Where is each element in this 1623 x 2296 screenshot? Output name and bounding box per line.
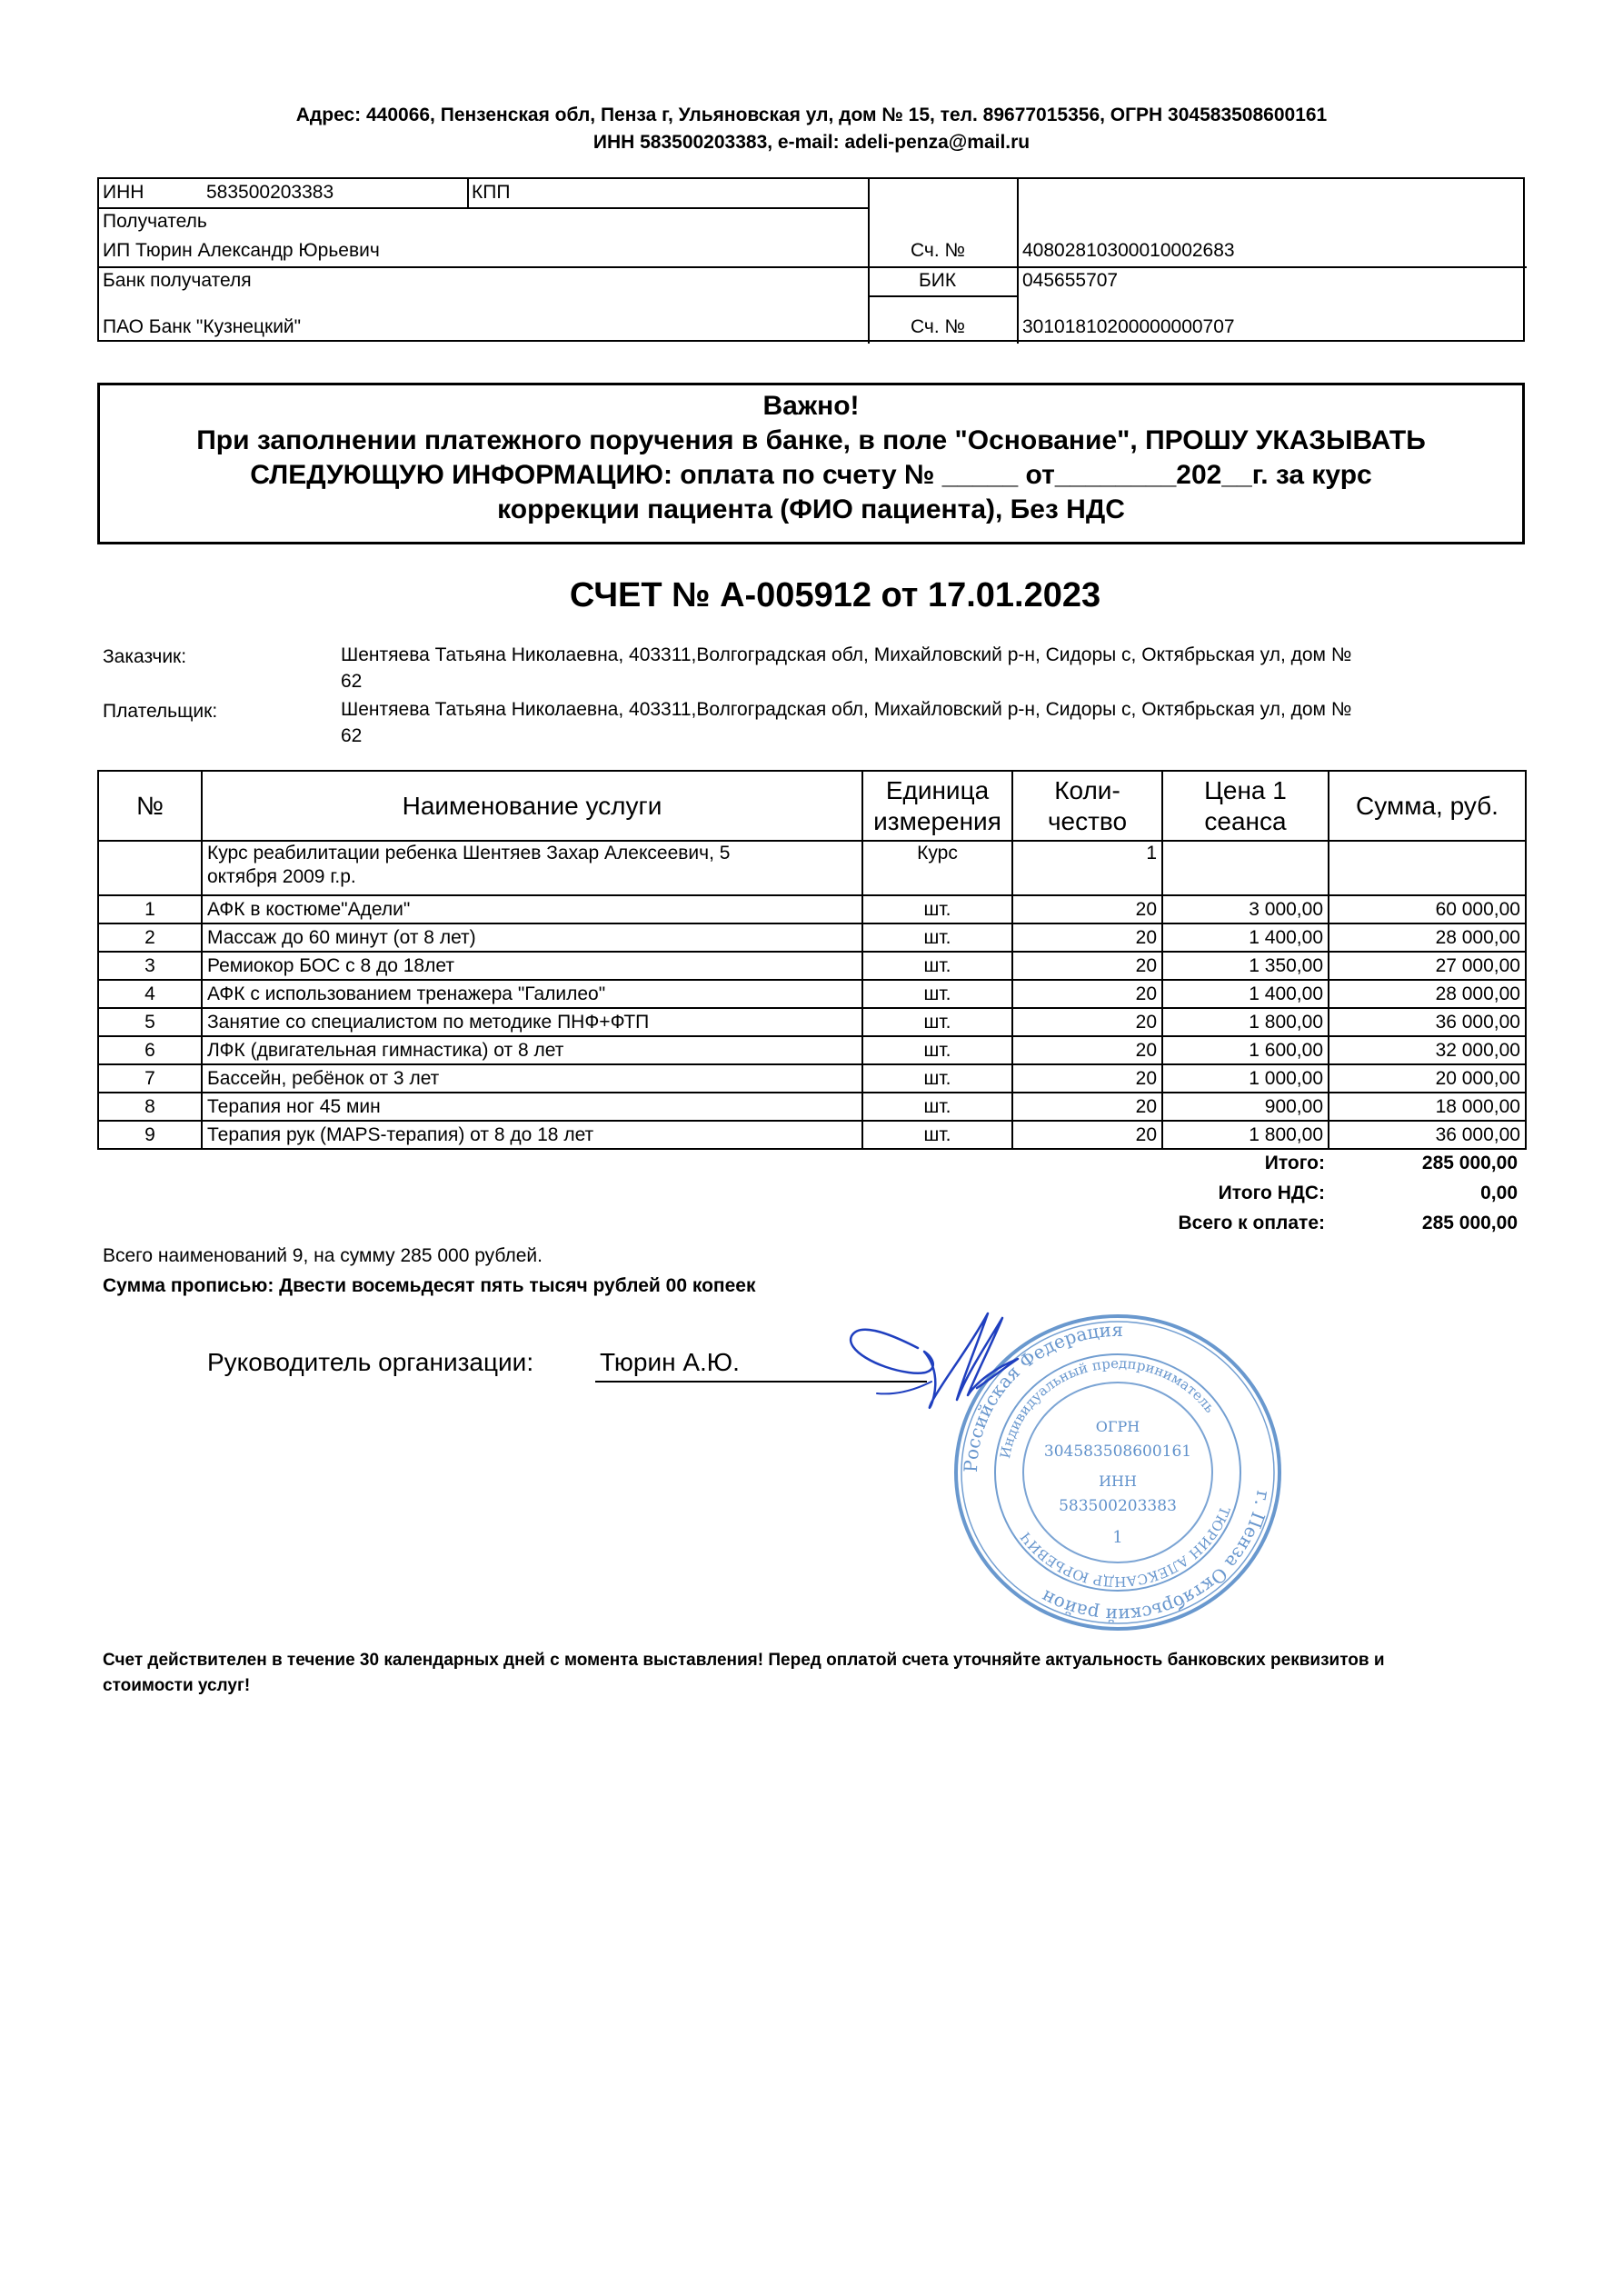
col-price: Цена 1 сеанса [1162, 771, 1329, 841]
stamp-number: 1 [1112, 1528, 1123, 1547]
row-quantity: 20 [1012, 952, 1162, 980]
validity-notice-line-1: Счет действителен в течение 30 календарных дней с момента выставления! Перед оплатой счета уточняйте актуальность банковских реквизитов и [103, 1651, 1385, 1670]
recipient-name: ИП Тюрин Александр Юрьевич [103, 240, 380, 261]
table-row [98, 952, 1526, 980]
row-service-name: Ремиокор БОС с 8 до 18лет [202, 952, 862, 980]
row-sum: 36 000,00 [1329, 1008, 1526, 1036]
bik-label: БИК [919, 270, 957, 291]
payer-address-line-2: 62 [341, 725, 363, 746]
payer-value [341, 696, 1522, 749]
stamp-ring-type: Индивидуальный предприниматель [997, 1354, 1219, 1461]
row-unit: шт. [862, 952, 1012, 980]
validity-notice-line-2: стоимости услуг! [103, 1676, 251, 1695]
customer-address-line-2: 62 [341, 671, 363, 692]
table-row [98, 1121, 1526, 1149]
stamp-inn-label: ИНН [1099, 1472, 1137, 1490]
row-price: 1 800,00 [1162, 1008, 1329, 1036]
payer-label: Плательщик: [103, 701, 218, 722]
row-service-name: Массаж до 60 минут (от 8 лет) [202, 923, 862, 952]
amount-due-value: 285 000,00 [1421, 1213, 1518, 1233]
row-number: 4 [98, 980, 202, 1008]
stamp-ring-name: ТЮРИН АЛЕКСАНДР ЮРЬЕВИЧ [1017, 1503, 1234, 1591]
table-row [98, 1008, 1526, 1036]
validity-notice [103, 1648, 1529, 1699]
row-service-name: Терапия ног 45 мин [202, 1093, 862, 1121]
row-service-name: Занятие со специалистом по методике ПНФ+ФТП [202, 1008, 862, 1036]
notice-heading: Важно! [762, 391, 860, 421]
course-unit: Курс [862, 841, 1012, 895]
row-price: 1 800,00 [1162, 1121, 1329, 1149]
row-number: 7 [98, 1064, 202, 1093]
table-row [98, 980, 1526, 1008]
col-quantity: Коли- чество [1012, 771, 1162, 841]
row-sum: 20 000,00 [1329, 1064, 1526, 1093]
row-service-name: АФК с использованием тренажера "Галилео" [202, 980, 862, 1008]
row-number: 2 [98, 923, 202, 952]
row-sum: 28 000,00 [1329, 980, 1526, 1008]
row-service-name: АФК в костюме"Адели" [202, 895, 862, 923]
row-price: 900,00 [1162, 1093, 1329, 1121]
account-label: Сч. № [911, 240, 966, 261]
company-address: Адрес: 440066, Пензенская обл, Пенза г, Ульяновская ул, дом № 15, тел. 89677015356, ОГРН 304583508600161 [295, 105, 1328, 125]
customer-label: Заказчик: [103, 646, 187, 667]
table-row [98, 895, 1526, 923]
stamp-inn-value: 583500203383 [1059, 1497, 1177, 1515]
bik-value: 045655707 [1022, 270, 1119, 291]
total-label: Итого: [1264, 1153, 1325, 1173]
customer-address-line-1: Шентяева Татьяна Николаевна, 403311,Волгоградская обл, Михайловский р-н, Сидоры с, Октябрьская ул, дом № [341, 644, 1352, 665]
row-sum: 60 000,00 [1329, 895, 1526, 923]
row-price: 1 400,00 [1162, 980, 1329, 1008]
summary-in-words: Сумма прописью: Двести восемьдесят пять тысяч рублей 00 копеек [103, 1275, 756, 1296]
row-quantity: 20 [1012, 1121, 1162, 1149]
row-quantity: 20 [1012, 1064, 1162, 1093]
col-number: № [98, 771, 202, 841]
amount-due-label: Всего к оплате: [1178, 1213, 1325, 1233]
important-notice [97, 383, 1525, 544]
total-value: 285 000,00 [1421, 1153, 1518, 1173]
row-quantity: 20 [1012, 980, 1162, 1008]
row-sum: 27 000,00 [1329, 952, 1526, 980]
row-price: 1 400,00 [1162, 923, 1329, 952]
row-service-name: Бассейн, ребёнок от 3 лет [202, 1064, 862, 1093]
row-quantity: 20 [1012, 1093, 1162, 1121]
customer-value [341, 642, 1522, 694]
table-row [98, 1093, 1526, 1121]
inn-value: 583500203383 [206, 182, 334, 203]
row-unit: шт. [862, 1121, 1012, 1149]
row-price: 1 600,00 [1162, 1036, 1329, 1064]
stamp-ogrn-value: 304583508600161 [1043, 1442, 1192, 1461]
course-row [98, 841, 1526, 895]
row-sum: 36 000,00 [1329, 1121, 1526, 1149]
payer-address-line-1: Шентяева Татьяна Николаевна, 403311,Волгоградская обл, Михайловский р-н, Сидоры с, Октябрьская ул, дом № [341, 699, 1352, 720]
row-quantity: 20 [1012, 923, 1162, 952]
row-unit: шт. [862, 1008, 1012, 1036]
row-quantity: 20 [1012, 895, 1162, 923]
col-sum: Сумма, руб. [1329, 771, 1526, 841]
col-unit: Единица измерения [862, 771, 1012, 841]
row-unit: шт. [862, 1036, 1012, 1064]
stamp-ring-country: Российская Федерация [959, 1318, 1124, 1473]
row-number: 8 [98, 1093, 202, 1121]
inn-label: ИНН [103, 182, 144, 203]
row-service-name: Терапия рук (MAPS-терапия) от 8 до 18 лет [202, 1121, 862, 1149]
bank-details-table [97, 177, 1525, 342]
row-unit: шт. [862, 895, 1012, 923]
corr-account-value: 30101810200000000707 [1022, 316, 1235, 337]
table-row [98, 1036, 1526, 1064]
handwritten-signature [841, 1295, 1059, 1445]
row-number: 5 [98, 1008, 202, 1036]
kpp-label: КПП [472, 182, 511, 203]
vat-total-label: Итого НДС: [1218, 1183, 1325, 1203]
row-number: 3 [98, 952, 202, 980]
course-qty: 1 [1012, 841, 1162, 895]
notice-line-2: СЛЕДУЮЩУЮ ИНФОРМАЦИЮ: оплата по счету № _____ от________202__г. за курс [250, 460, 1372, 490]
row-service-name: ЛФК (двигательная гимнастика) от 8 лет [202, 1036, 862, 1064]
recipient-label: Получатель [103, 211, 207, 232]
services-table [97, 770, 1527, 1150]
company-header [0, 102, 1623, 156]
bank-name: ПАО Банк "Кузнецкий" [103, 316, 302, 337]
col-service-name: Наименование услуги [202, 771, 862, 841]
row-number: 1 [98, 895, 202, 923]
table-header-row [98, 771, 1526, 841]
notice-line-1: При заполнении платежного поручения в банке, в поле "Основание", ПРОШУ УКАЗЫВАТЬ [196, 425, 1426, 455]
row-quantity: 20 [1012, 1008, 1162, 1036]
stamp-ogrn-label: ОГРН [1095, 1418, 1140, 1435]
vat-total-value: 0,00 [1480, 1183, 1518, 1203]
company-inn-email: ИНН 583500203383, e-mail: adeli-penza@mail.ru [592, 132, 1031, 153]
summary-count: Всего наименований 9, на сумму 285 000 рублей. [103, 1245, 543, 1266]
row-price: 3 000,00 [1162, 895, 1329, 923]
account-value: 40802810300010002683 [1022, 240, 1235, 261]
stamp-ring-city: г. Пенза Октябрьский район [1037, 1489, 1275, 1627]
row-price: 1 350,00 [1162, 952, 1329, 980]
row-price: 1 000,00 [1162, 1064, 1329, 1093]
notice-line-3: коррекции пациента (ФИО пациента), Без НДС [497, 494, 1125, 524]
row-unit: шт. [862, 1093, 1012, 1121]
row-quantity: 20 [1012, 1036, 1162, 1064]
row-sum: 32 000,00 [1329, 1036, 1526, 1064]
corr-account-label: Сч. № [911, 316, 966, 337]
signature-name: Тюрин А.Ю. [600, 1348, 740, 1376]
row-number: 6 [98, 1036, 202, 1064]
row-unit: шт. [862, 923, 1012, 952]
table-row [98, 1064, 1526, 1093]
bank-label: Банк получателя [103, 270, 252, 291]
course-name: Курс реабилитации ребенка Шентяев Захар Алексеевич, 5 октября 2009 г.р. [202, 841, 862, 895]
row-number: 9 [98, 1121, 202, 1149]
row-sum: 18 000,00 [1329, 1093, 1526, 1121]
invoice-title: СЧЕТ № А-005912 от 17.01.2023 [569, 576, 1101, 614]
table-row [98, 923, 1526, 952]
row-unit: шт. [862, 1064, 1012, 1093]
signature-label: Руководитель организации: [207, 1348, 534, 1376]
row-sum: 28 000,00 [1329, 923, 1526, 952]
row-unit: шт. [862, 980, 1012, 1008]
